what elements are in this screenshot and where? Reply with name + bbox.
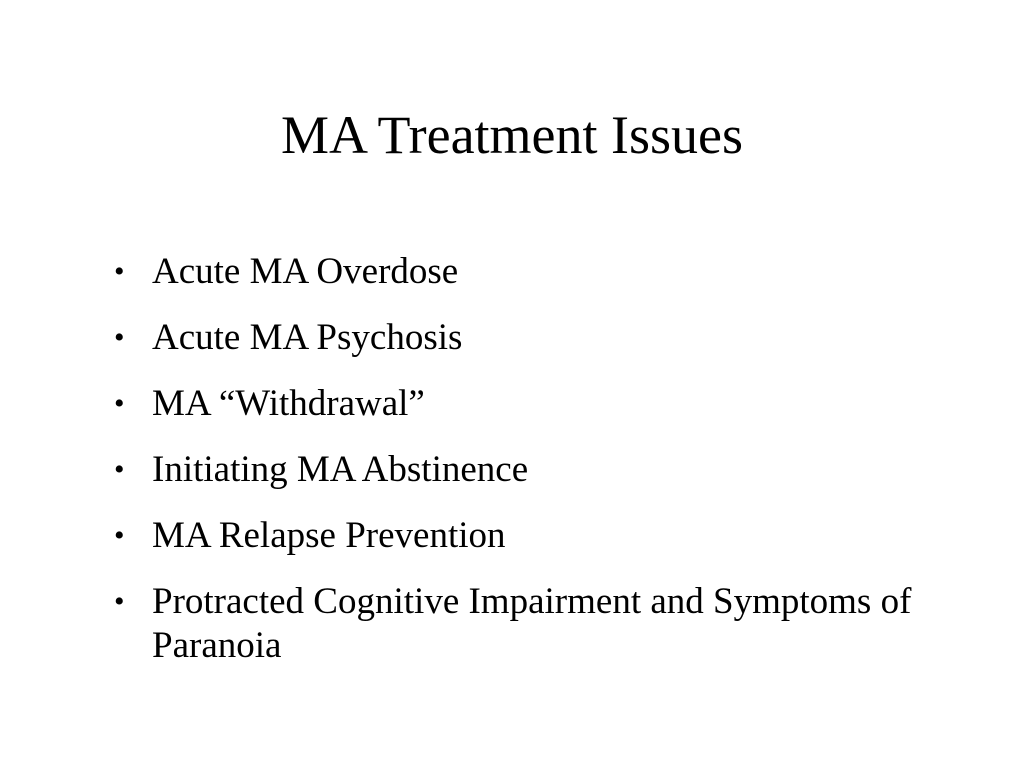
bullet-icon: • (114, 387, 125, 420)
list-item-text: Acute MA Psychosis (152, 317, 463, 358)
list-item-text: Acute MA Overdose (152, 251, 459, 292)
list-item (114, 580, 914, 668)
list-item-text: Initiating MA Abstinence (152, 449, 529, 490)
list-item (114, 250, 914, 294)
list-item (114, 382, 914, 426)
list-item (114, 514, 914, 558)
bullet-icon: • (114, 255, 125, 288)
list-item-text: MA Relapse Prevention (152, 515, 506, 556)
list-item-text: MA “Withdrawal” (152, 383, 425, 424)
slide-title: MA Treatment Issues (280, 105, 744, 165)
list-item-text: Protracted Cognitive Impairment and Symptoms of Paranoia (152, 581, 912, 666)
bullet-icon: • (114, 453, 125, 486)
bullet-list (114, 250, 914, 690)
bullet-icon: • (114, 519, 125, 552)
bullet-icon: • (114, 585, 125, 618)
bullet-icon: • (114, 321, 125, 354)
list-item (114, 316, 914, 360)
list-item (114, 448, 914, 492)
